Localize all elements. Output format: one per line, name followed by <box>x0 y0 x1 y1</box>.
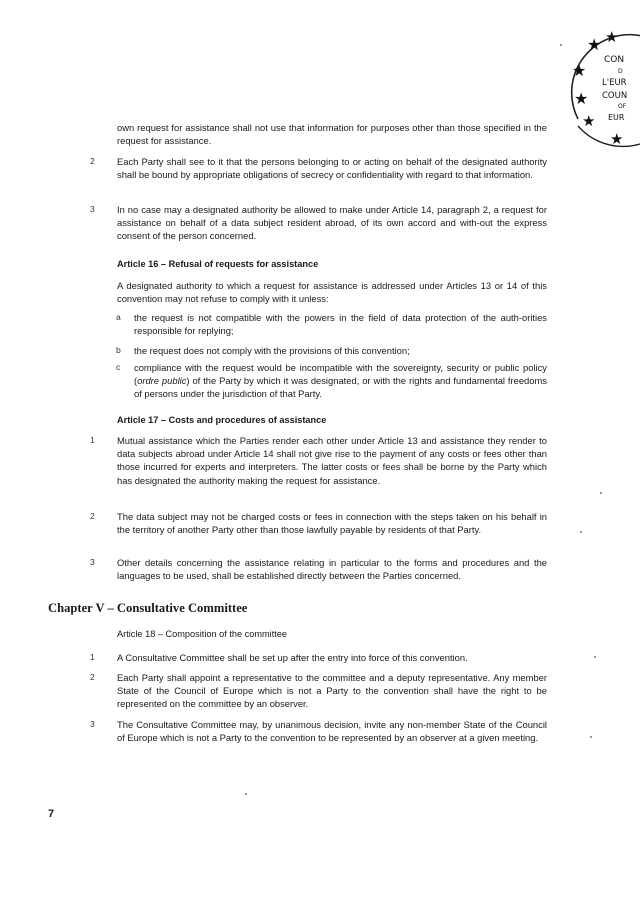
continuation-paragraph: own request for assistance shall not use that information for purposes other than those specified in the request for assistance. <box>117 122 547 147</box>
numbered-paragraph: The Consultative Committee may, by unanimous decision, invite any non-member State of the Council of Europe which is not a Party to the convention to be represented by an observer at a given meeting. <box>117 719 547 744</box>
item-number: 2 <box>90 511 95 521</box>
svg-text:★: ★ <box>572 61 587 80</box>
item-number: 1 <box>90 652 95 662</box>
stamp-line-2: D <box>618 68 623 75</box>
chapter-heading: Chapter V – Consultative Committee <box>48 601 248 615</box>
item-number: 2 <box>90 672 95 682</box>
council-of-europe-stamp <box>560 14 640 149</box>
item-letter: c <box>116 362 121 372</box>
numbered-paragraph: A Consultative Committee shall be set up after the entry into force of this convention. <box>117 652 468 663</box>
stamp-line-3: L'EUR <box>602 78 627 88</box>
svg-text:★: ★ <box>587 35 602 54</box>
article-16-heading: Article 16 – Refusal of requests for assistance <box>117 259 319 269</box>
item-number: 1 <box>90 435 95 445</box>
svg-text:★: ★ <box>574 89 589 108</box>
stamp-line-5: OF <box>618 103 627 110</box>
scan-speck <box>594 656 596 658</box>
item-number: 2 <box>90 156 95 166</box>
article-16-intro: A designated authority to which a request for assistance is addressed under Articles 13 or 14 of this convention may not refuse to comply with it unless: <box>117 280 547 305</box>
item-number: 3 <box>90 719 95 729</box>
svg-text:★: ★ <box>610 130 624 148</box>
article-18-heading: Article 18 – Composition of the committee <box>117 629 288 639</box>
item-letter: a <box>116 312 121 322</box>
article-17-heading: Article 17 – Costs and procedures of assistance <box>117 415 327 425</box>
numbered-paragraph: Other details concerning the assistance relating in particular to the forms and procedures and the languages to be used, shall be established directly between the Parties concerned. <box>117 557 547 582</box>
scan-speck <box>560 44 562 46</box>
scan-speck <box>600 492 602 494</box>
scan-speck <box>245 793 247 795</box>
scan-speck <box>580 531 582 533</box>
item-number: 3 <box>90 204 95 214</box>
page-number: 7 <box>48 808 55 820</box>
numbered-paragraph: In no case may a designated authority be allowed to make under Article 14, paragraph 2, a request for assistance on behalf of a data subject resident abroad, of its own accord and with-out the express consent of the person concerned. <box>117 204 547 242</box>
scan-speck <box>590 736 592 738</box>
numbered-paragraph: Mutual assistance which the Parties render each other under Article 13 and assistance they render to data subjects abroad under Article 14 shall not give rise to the payment of any costs or fees other than those incurred for experts and interpreters. The latter costs or fees shall be borne by the Party which has designated the authority making the request for assistance. <box>117 435 547 486</box>
item-number: 3 <box>90 557 95 567</box>
lettered-item: the request does not comply with the provisions of this convention; <box>134 345 410 356</box>
stamp-line-6: EUR <box>608 113 625 122</box>
lettered-item: the request is not compatible with the powers in the field of data protection of the auth-orities responsible for replying; <box>134 312 547 337</box>
svg-text:★: ★ <box>582 112 596 130</box>
numbered-paragraph: Each Party shall appoint a representative to the committee and a deputy representative. Any member State of the Council of Europe which is not a Party to the convention shall have the right to be represented on the committee by an observer. <box>117 672 547 710</box>
svg-text:★: ★ <box>605 28 619 46</box>
numbered-paragraph: The data subject may not be charged costs or fees in connection with the steps taken on his behalf in the territory of another Party other than those lawfully payable by residents of that Party. <box>117 511 547 536</box>
lettered-item: compliance with the request would be incompatible with the sovereignty, security or public policy (ordre public) of the Party by which it was designated, or with the rights and fundamental freedoms of persons under the jurisdiction of that Party. <box>134 362 547 400</box>
numbered-paragraph: Each Party shall see to it that the persons belonging to or acting on behalf of the designated authority shall be bound by appropriate obligations of secrecy or confidentiality with regard to that information. <box>117 156 547 181</box>
item-letter: b <box>116 345 121 355</box>
stamp-line-4: COUN <box>602 91 628 101</box>
stamp-line-1: CON <box>604 55 625 65</box>
